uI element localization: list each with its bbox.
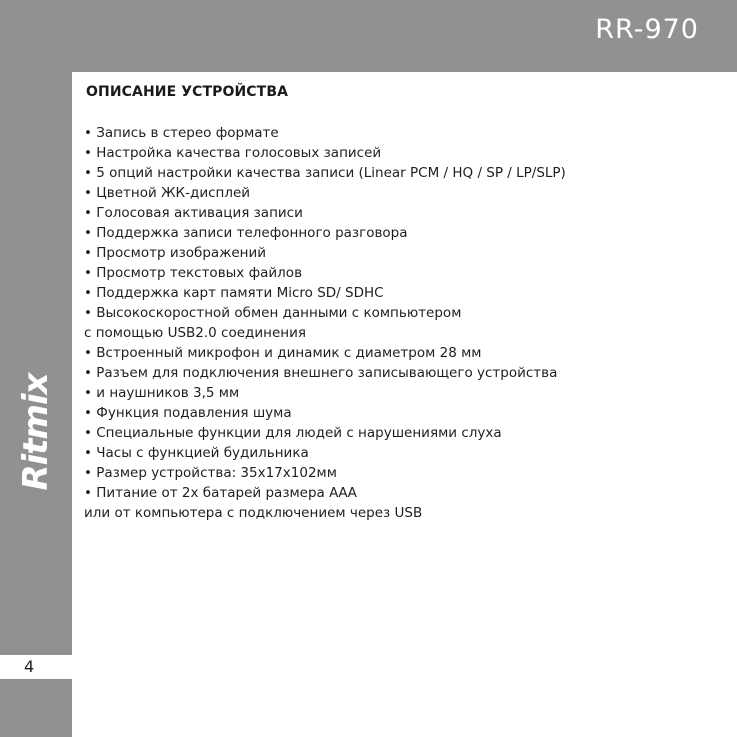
- feature-item: • Просмотр текстовых файлов: [84, 265, 303, 281]
- feature-item: • Функция подавления шума: [84, 405, 292, 421]
- feature-item: • Часы с функцией будильника: [84, 445, 309, 461]
- feature-item: или от компьютера с подключением через USB: [84, 505, 423, 521]
- feature-item: • Цветной ЖК-дисплей: [84, 185, 251, 201]
- feature-item: • Разъем для подключения внешнего записывающего устройства: [84, 365, 558, 381]
- feature-list: [84, 123, 566, 523]
- feature-item: • Запись в стерео формате: [84, 125, 279, 141]
- feature-item: • Высокоскоростной обмен данными с компьютером: [84, 305, 462, 321]
- model-name: RR-970: [595, 14, 699, 45]
- feature-item: • 5 опций настройки качества записи (Linear PCM / HQ / SP / LP/SLP): [84, 165, 566, 181]
- section-title: ОПИСАНИЕ УСТРОЙСТВА: [86, 84, 289, 100]
- content-panel: [72, 72, 737, 737]
- page-number-box: [0, 655, 72, 679]
- feature-item: • Просмотр изображений: [84, 245, 267, 261]
- feature-item: • Размер устройства: 35x17x102мм: [84, 465, 337, 481]
- sidebar-band: [0, 72, 72, 737]
- feature-item: • Голосовая активация записи: [84, 205, 303, 221]
- feature-item: • Специальные функции для людей с нарушениями слуха: [84, 425, 502, 441]
- page-number: 4: [24, 657, 35, 676]
- feature-item: • Поддержка записи телефонного разговора: [84, 225, 408, 241]
- feature-item: • Питание от 2х батарей размера ААА: [84, 485, 357, 501]
- feature-item: • и наушников 3,5 мм: [84, 385, 240, 401]
- feature-item: • Встроенный микрофон и динамик с диаметром 28 мм: [84, 345, 482, 361]
- feature-item: с помощью USB2.0 соединения: [84, 325, 306, 341]
- brand-logo: Ritmix: [16, 373, 56, 491]
- feature-item: • Настройка качества голосовых записей: [84, 145, 382, 161]
- header-band: [0, 0, 737, 72]
- feature-item: • Поддержка карт памяти Micro SD/ SDHC: [84, 285, 384, 301]
